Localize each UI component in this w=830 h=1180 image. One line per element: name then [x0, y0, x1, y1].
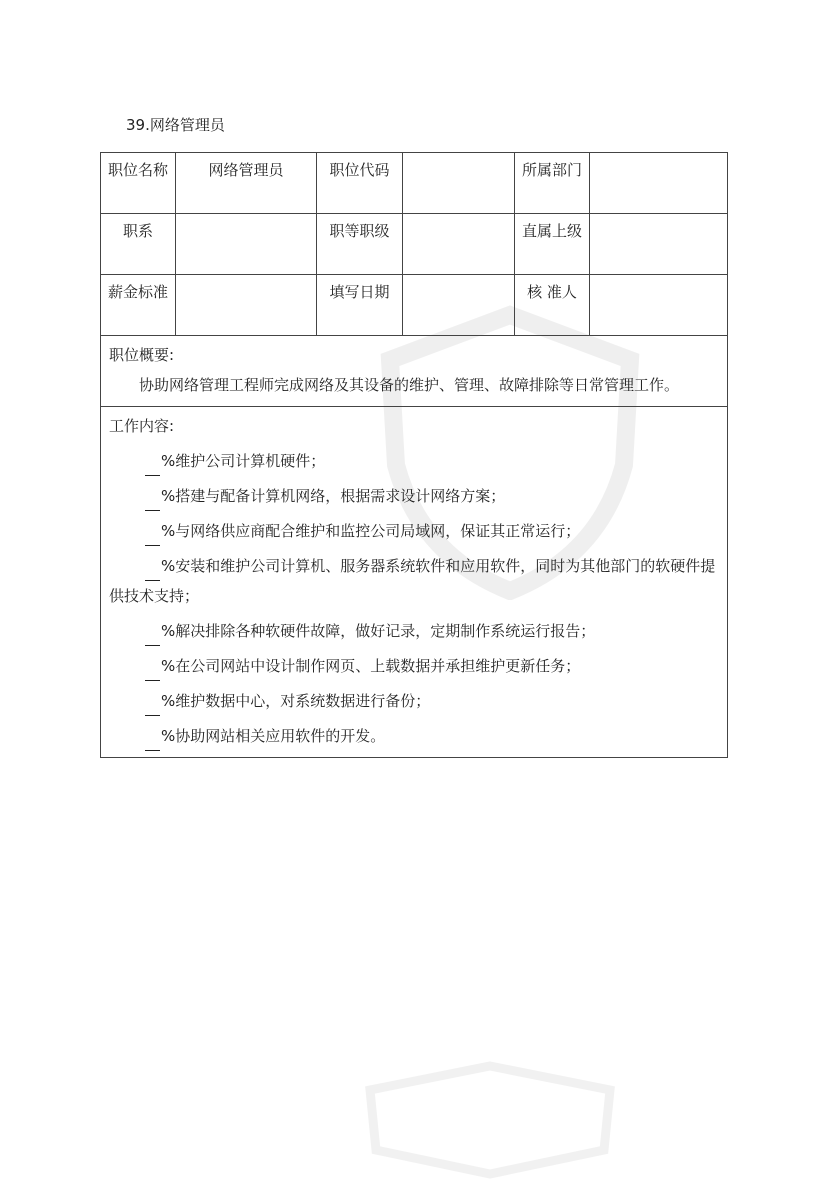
table-row: [101, 275, 728, 336]
job-info-table: [100, 152, 728, 758]
label-fill-date: 填写日期: [317, 275, 403, 336]
summary-title: 职位概要:: [109, 346, 175, 364]
watermark-shield-icon: [340, 1060, 640, 1180]
label-approver: 核 准人: [515, 275, 590, 336]
value-grade: [403, 214, 515, 275]
label-grade: 职等职级: [317, 214, 403, 275]
value-position-code: [403, 153, 515, 214]
list-item: %解决排除各种软硬件故障，做好记录，定期制作系统运行报告；: [109, 616, 719, 646]
list-item: %与网络供应商配合维护和监控公司局域网，保证其正常运行；: [109, 516, 719, 546]
table-row: [101, 407, 728, 758]
list-item: %维护公司计算机硬件；: [109, 446, 719, 476]
value-approver: [590, 275, 728, 336]
label-position-name: 职位名称: [101, 153, 176, 214]
label-salary: 薪金标准: [101, 275, 176, 336]
list-item: %搭建与配备计算机网络，根据需求设计网络方案；: [109, 481, 719, 511]
duties-title: 工作内容:: [109, 417, 175, 435]
value-job-family: [176, 214, 317, 275]
list-item: %在公司网站中设计制作网页、上载数据并承担维护更新任务；: [109, 651, 719, 681]
list-item: %维护数据中心，对系统数据进行备份；: [109, 686, 719, 716]
value-department: [590, 153, 728, 214]
table-row: [101, 336, 728, 407]
page-heading: 39.网络管理员: [126, 116, 225, 134]
label-job-family: 职系: [101, 214, 176, 275]
summary-section: [101, 336, 728, 407]
value-fill-date: [403, 275, 515, 336]
value-position-name: 网络管理员: [176, 153, 317, 214]
table-row: [101, 153, 728, 214]
label-supervisor: 直属上级: [515, 214, 590, 275]
label-department: 所属部门: [515, 153, 590, 214]
table-row: [101, 214, 728, 275]
list-item: %安装和维护公司计算机、服务器系统软件和应用软件，同时为其他部门的软硬件提供技术支持；: [109, 557, 716, 605]
value-salary: [176, 275, 317, 336]
summary-text: 协助网络管理工程师完成网络及其设备的维护、管理、故障排除等日常管理工作。: [139, 376, 680, 394]
value-supervisor: [590, 214, 728, 275]
list-item: %协助网站相关应用软件的开发。: [109, 721, 719, 751]
label-position-code: 职位代码: [317, 153, 403, 214]
duties-section: [101, 407, 728, 758]
